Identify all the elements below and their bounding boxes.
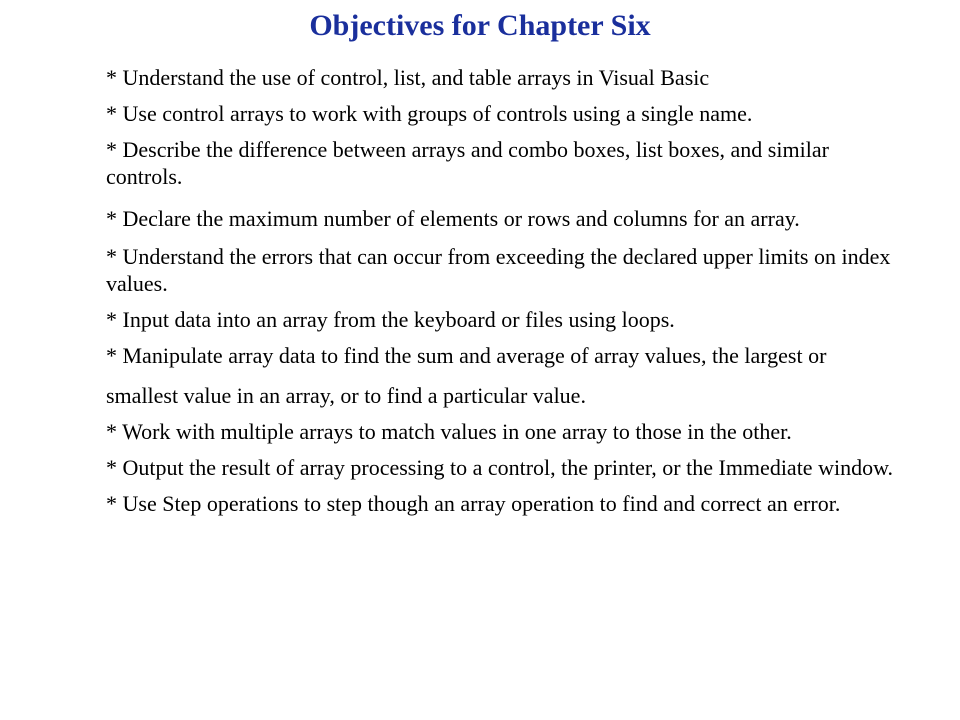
objectives-list — [106, 64, 896, 526]
objective-item-2: * Use control arrays to work with groups of controls using a single name. — [106, 101, 753, 126]
objective-item-9: * Output the result of array processing to a control, the printer, or the Immediate window. — [106, 455, 894, 480]
objective-item-3: * Describe the difference between arrays and combo boxes, list boxes, and similar controls. — [106, 137, 829, 189]
objective-item-10: * Use Step operations to step though an array operation to find and correct an error. — [106, 491, 841, 516]
objective-item-8: * Work with multiple arrays to match values in one array to those in the other. — [106, 419, 792, 444]
objective-item-1: * Understand the use of control, list, and table arrays in Visual Basic — [106, 65, 710, 90]
slide-title: Objectives for Chapter Six — [309, 9, 651, 42]
objective-item-7: * Manipulate array data to find the sum and average of array values, the largest or smallest value in an array, or to find a particular value. — [106, 343, 827, 408]
objective-item-5: * Understand the errors that can occur from exceeding the declared upper limits on index values. — [106, 244, 891, 296]
objective-item-4: * Declare the maximum number of elements or rows and columns for an array. — [106, 206, 800, 231]
objective-item-6: * Input data into an array from the keyboard or files using loops. — [106, 307, 675, 332]
